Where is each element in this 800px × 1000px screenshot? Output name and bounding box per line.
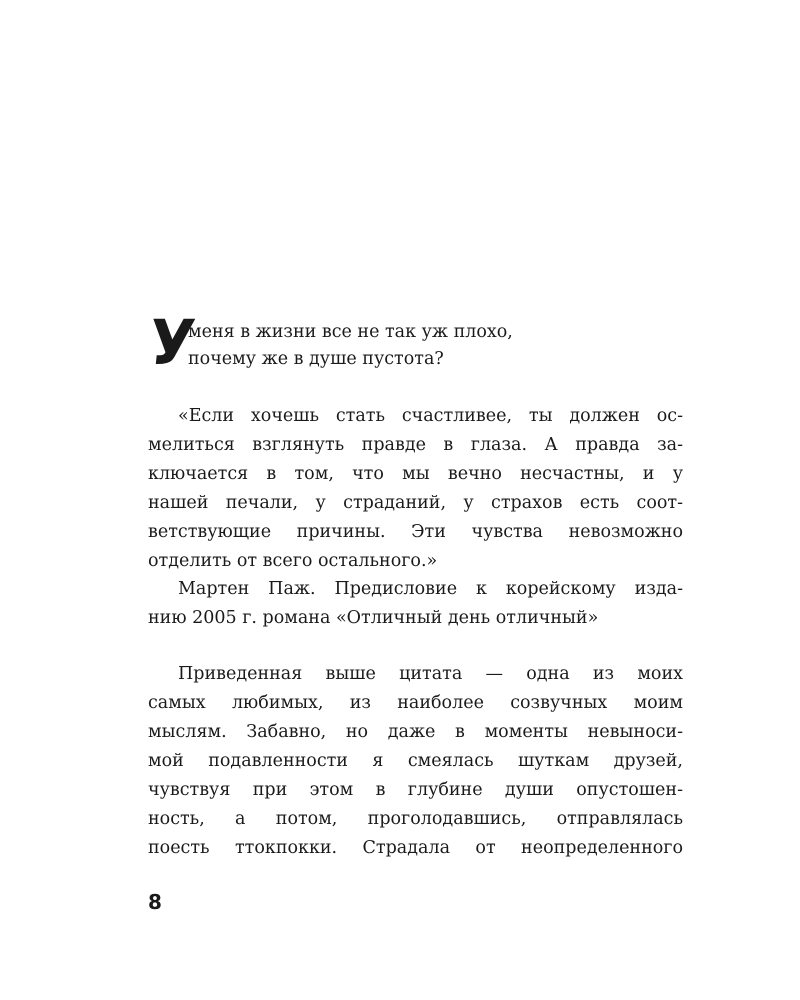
body-line: ность, а потом, проголодавшись, отправлялась [148,809,683,829]
quote-line: ветствующие причины. Эти чувства невозможно [148,522,683,542]
page-number: 8 [148,890,163,914]
body-line: самых любимых, из наиболее созвучных моим [148,693,683,713]
quote-line: «Если хочешь стать счастливее, ты должен ос- [178,406,683,426]
heading-line-2: почему же в душе пустота? [188,349,444,369]
quote-line: мелиться взглянуть правде в глаза. А правда за- [148,435,683,455]
body-line: поесть ттокпокки. Страдала от неопределенного [148,838,683,858]
body-line: чувствуя при этом в глубине души опустошен- [148,780,683,800]
source-line: Мартен Паж. Предисловие к корейскому изда- [178,579,683,599]
body-paragraph [148,660,683,863]
drop-cap: У [145,306,199,379]
body-line: мыслям. Забавно, но даже в моменты невыноси- [148,722,683,742]
epigraph-source [148,575,683,633]
source-line: нию 2005 г. романа «Отличный день отличный» [148,608,599,628]
quote-line: ключается в том, что мы вечно несчастны, и у [148,464,683,484]
body-line: мой подавленности я смеялась шуткам друзей, [148,751,683,771]
chapter-heading [145,306,683,379]
epigraph-quote [148,402,683,576]
quote-line: отделить от всего остального.» [148,551,438,571]
body-line: Приведенная выше цитата — одна из моих [178,664,683,684]
heading-line-1: меня в жизни все не так уж плохо, [188,322,513,342]
quote-line: нашей печали, у страданий, у страхов есть соот- [148,493,683,513]
